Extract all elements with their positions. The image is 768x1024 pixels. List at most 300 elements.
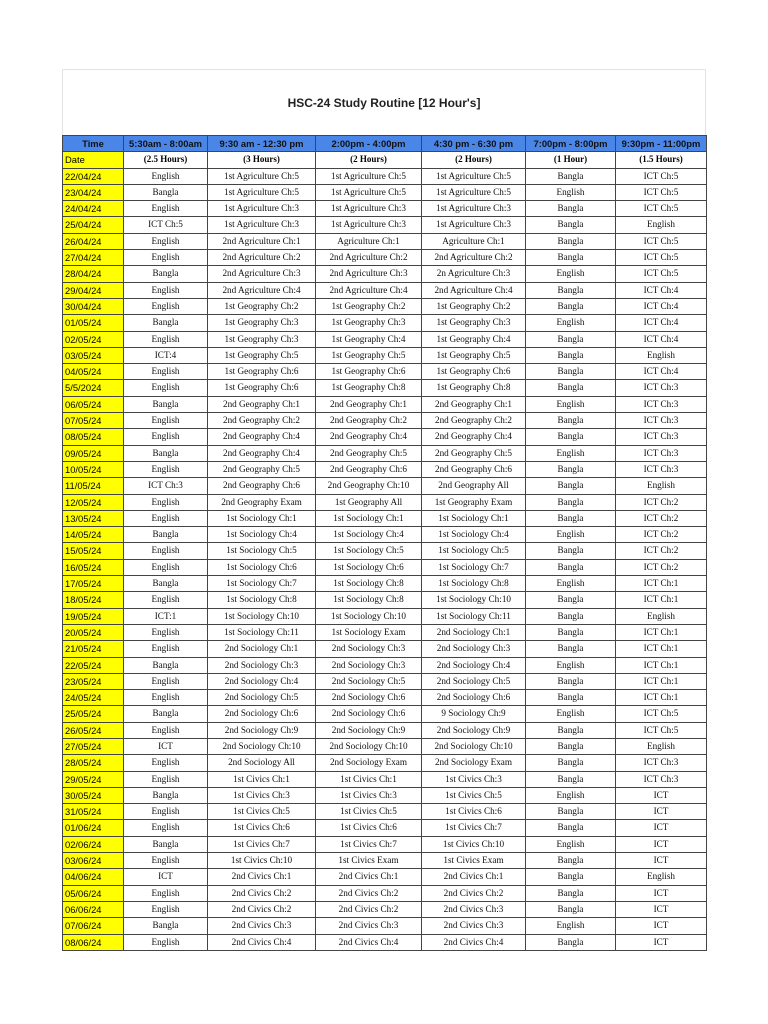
schedule-cell: Bangla bbox=[526, 738, 616, 754]
schedule-cell: English bbox=[616, 608, 707, 624]
table-row bbox=[63, 168, 707, 184]
table-row bbox=[63, 250, 707, 266]
schedule-cell: ICT bbox=[616, 901, 707, 917]
table-row bbox=[63, 494, 707, 510]
schedule-cell: ICT Ch:5 bbox=[616, 250, 707, 266]
table-row bbox=[63, 282, 707, 298]
table-row bbox=[63, 478, 707, 494]
schedule-cell: 2nd Sociology Ch:10 bbox=[208, 738, 316, 754]
schedule-cell: English bbox=[124, 461, 208, 477]
schedule-cell: ICT Ch:1 bbox=[616, 624, 707, 640]
schedule-cell: English bbox=[124, 380, 208, 396]
schedule-cell: Bangla bbox=[526, 722, 616, 738]
schedule-cell: 1st Civics Ch:3 bbox=[422, 771, 526, 787]
schedule-cell: ICT Ch:1 bbox=[616, 576, 707, 592]
date-cell: 01/05/24 bbox=[63, 315, 124, 331]
schedule-cell: Bangla bbox=[526, 869, 616, 885]
table-row bbox=[63, 184, 707, 200]
table-row bbox=[63, 918, 707, 934]
schedule-cell: 1st Civics Ch:6 bbox=[422, 804, 526, 820]
schedule-cell: 2nd Agriculture Ch:3 bbox=[316, 266, 422, 282]
schedule-cell: 1st Geography Ch:8 bbox=[316, 380, 422, 396]
schedule-cell: 2nd Geography Ch:4 bbox=[316, 429, 422, 445]
schedule-cell: ICT Ch:5 bbox=[616, 233, 707, 249]
date-cell: 12/05/24 bbox=[63, 494, 124, 510]
schedule-cell: Bangla bbox=[526, 250, 616, 266]
schedule-cell: ICT Ch:5 bbox=[616, 168, 707, 184]
schedule-cell: 2nd Sociology Ch:5 bbox=[208, 690, 316, 706]
schedule-cell: English bbox=[526, 315, 616, 331]
schedule-cell: 2nd Civics Ch:3 bbox=[422, 918, 526, 934]
schedule-cell: ICT Ch:4 bbox=[616, 282, 707, 298]
schedule-cell: Bangla bbox=[124, 918, 208, 934]
schedule-cell: ICT Ch:3 bbox=[616, 396, 707, 412]
schedule-cell: 2nd Sociology Ch:10 bbox=[316, 738, 422, 754]
schedule-cell: 1st Geography Ch:6 bbox=[422, 364, 526, 380]
schedule-cell: 2nd Geography Ch:5 bbox=[422, 445, 526, 461]
schedule-cell: ICT Ch:3 bbox=[616, 429, 707, 445]
schedule-cell: 1st Sociology Ch:5 bbox=[422, 543, 526, 559]
schedule-cell: ICT bbox=[616, 934, 707, 950]
schedule-cell: ICT bbox=[124, 738, 208, 754]
subheader-cell: (1 Hour) bbox=[526, 152, 616, 168]
header-cell: 9:30pm - 11:00pm bbox=[616, 136, 707, 152]
schedule-cell: 1st Sociology Ch:1 bbox=[208, 510, 316, 526]
schedule-cell: 1st Agriculture Ch:3 bbox=[422, 201, 526, 217]
schedule-cell: 1st Civics Ch:10 bbox=[422, 836, 526, 852]
schedule-cell: 2nd Geography Ch:6 bbox=[422, 461, 526, 477]
schedule-cell: Bangla bbox=[124, 315, 208, 331]
schedule-cell: 2nd Sociology Ch:10 bbox=[422, 738, 526, 754]
schedule-cell: English bbox=[124, 233, 208, 249]
schedule-cell: 1st Civics Ch:5 bbox=[316, 804, 422, 820]
schedule-cell: English bbox=[124, 331, 208, 347]
schedule-cell: 1st Geography Ch:2 bbox=[316, 298, 422, 314]
schedule-cell: 1st Civics Ch:7 bbox=[316, 836, 422, 852]
schedule-cell: 1st Civics Ch:6 bbox=[208, 820, 316, 836]
schedule-cell: Bangla bbox=[526, 380, 616, 396]
schedule-cell: 2nd Sociology Ch:9 bbox=[208, 722, 316, 738]
schedule-cell: 1st Geography Ch:6 bbox=[208, 364, 316, 380]
date-cell: 25/05/24 bbox=[63, 706, 124, 722]
schedule-cell: 1st Civics Ch:5 bbox=[422, 787, 526, 803]
schedule-cell: Bangla bbox=[526, 853, 616, 869]
schedule-cell: ICT:1 bbox=[124, 608, 208, 624]
schedule-cell: ICT bbox=[124, 869, 208, 885]
schedule-cell: English bbox=[526, 184, 616, 200]
table-row bbox=[63, 543, 707, 559]
schedule-cell: English bbox=[124, 804, 208, 820]
schedule-cell: 1st Sociology Ch:4 bbox=[208, 527, 316, 543]
table-row bbox=[63, 559, 707, 575]
schedule-cell: English bbox=[124, 755, 208, 771]
table-row bbox=[63, 738, 707, 754]
schedule-cell: 1st Civics Ch:3 bbox=[316, 787, 422, 803]
schedule-cell: 2nd Sociology Ch:5 bbox=[316, 673, 422, 689]
schedule-cell: English bbox=[124, 543, 208, 559]
table-row bbox=[63, 380, 707, 396]
schedule-cell: 1st Civics Ch:1 bbox=[208, 771, 316, 787]
date-cell: 11/05/24 bbox=[63, 478, 124, 494]
schedule-cell: 1st Geography Ch:3 bbox=[316, 315, 422, 331]
schedule-cell: 1st Geography Ch:2 bbox=[208, 298, 316, 314]
schedule-cell: 2nd Geography Ch:5 bbox=[208, 461, 316, 477]
schedule-cell: Bangla bbox=[124, 396, 208, 412]
schedule-cell: 1st Civics Ch:7 bbox=[208, 836, 316, 852]
schedule-cell: ICT Ch:2 bbox=[616, 559, 707, 575]
schedule-cell: English bbox=[124, 722, 208, 738]
schedule-cell: ICT Ch:3 bbox=[616, 413, 707, 429]
schedule-cell: ICT Ch:3 bbox=[616, 771, 707, 787]
schedule-cell: 1st Sociology Ch:6 bbox=[316, 559, 422, 575]
schedule-cell: 2nd Civics Ch:2 bbox=[316, 901, 422, 917]
schedule-cell: 2nd Geography Ch:1 bbox=[422, 396, 526, 412]
header-row bbox=[63, 136, 707, 152]
schedule-cell: English bbox=[124, 494, 208, 510]
schedule-cell: Bangla bbox=[526, 885, 616, 901]
schedule-cell: English bbox=[124, 429, 208, 445]
schedule-cell: English bbox=[526, 836, 616, 852]
schedule-cell: Bangla bbox=[526, 673, 616, 689]
table-row bbox=[63, 755, 707, 771]
schedule-cell: 2nd Agriculture Ch:4 bbox=[422, 282, 526, 298]
schedule-cell: 1st Agriculture Ch:3 bbox=[316, 201, 422, 217]
subheader-cell: (2 Hours) bbox=[422, 152, 526, 168]
schedule-cell: 2nd Sociology Ch:4 bbox=[208, 673, 316, 689]
schedule-cell: 2nd Geography Ch:4 bbox=[422, 429, 526, 445]
date-cell: 24/05/24 bbox=[63, 690, 124, 706]
schedule-cell: 2nd Civics Ch:4 bbox=[208, 934, 316, 950]
schedule-cell: 2nd Sociology Ch:9 bbox=[422, 722, 526, 738]
subheader-cell: (1.5 Hours) bbox=[616, 152, 707, 168]
schedule-cell: ICT Ch:2 bbox=[616, 494, 707, 510]
schedule-cell: 1st Geography Ch:6 bbox=[208, 380, 316, 396]
table-row bbox=[63, 217, 707, 233]
schedule-cell: 2nd Agriculture Ch:4 bbox=[208, 282, 316, 298]
table-row bbox=[63, 657, 707, 673]
date-cell: 22/05/24 bbox=[63, 657, 124, 673]
schedule-cell: English bbox=[526, 266, 616, 282]
table-row bbox=[63, 331, 707, 347]
schedule-cell: Bangla bbox=[526, 331, 616, 347]
schedule-cell: 1st Civics Ch:7 bbox=[422, 820, 526, 836]
schedule-cell: 1st Sociology Ch:10 bbox=[422, 592, 526, 608]
schedule-cell: Bangla bbox=[124, 576, 208, 592]
date-cell: 23/04/24 bbox=[63, 184, 124, 200]
date-cell: 17/05/24 bbox=[63, 576, 124, 592]
schedule-cell: English bbox=[526, 657, 616, 673]
schedule-cell: 2nd Sociology Exam bbox=[316, 755, 422, 771]
table-row bbox=[63, 445, 707, 461]
date-cell: 16/05/24 bbox=[63, 559, 124, 575]
title-area bbox=[62, 69, 706, 135]
schedule-cell: Bangla bbox=[526, 771, 616, 787]
schedule-cell: English bbox=[124, 624, 208, 640]
schedule-cell: ICT Ch:2 bbox=[616, 510, 707, 526]
schedule-cell: 2nd Geography Ch:2 bbox=[422, 413, 526, 429]
schedule-cell: 1st Civics Ch:6 bbox=[316, 820, 422, 836]
schedule-cell: 1st Sociology Ch:4 bbox=[316, 527, 422, 543]
schedule-cell: 2nd Geography All bbox=[422, 478, 526, 494]
schedule-cell: ICT Ch:4 bbox=[616, 364, 707, 380]
table-row bbox=[63, 527, 707, 543]
schedule-cell: 2nd Civics Ch:4 bbox=[316, 934, 422, 950]
schedule-cell: ICT Ch:2 bbox=[616, 527, 707, 543]
schedule-cell: 1st Agriculture Ch:3 bbox=[208, 201, 316, 217]
schedule-cell: English bbox=[124, 853, 208, 869]
schedule-cell: 1st Civics Ch:10 bbox=[208, 853, 316, 869]
date-cell: 28/04/24 bbox=[63, 266, 124, 282]
schedule-cell: 1st Sociology Ch:7 bbox=[208, 576, 316, 592]
schedule-cell: ICT Ch:4 bbox=[616, 331, 707, 347]
schedule-cell: English bbox=[526, 706, 616, 722]
schedule-cell: 2nd Geography Ch:4 bbox=[208, 429, 316, 445]
table-row bbox=[63, 853, 707, 869]
date-cell: 02/06/24 bbox=[63, 836, 124, 852]
schedule-cell: 1st Agriculture Ch:5 bbox=[208, 184, 316, 200]
schedule-cell: 2nd Geography Ch:2 bbox=[316, 413, 422, 429]
table-row bbox=[63, 836, 707, 852]
date-cell: 03/05/24 bbox=[63, 347, 124, 363]
date-cell: 30/04/24 bbox=[63, 298, 124, 314]
subheader-cell: (3 Hours) bbox=[208, 152, 316, 168]
schedule-cell: ICT Ch:3 bbox=[616, 380, 707, 396]
schedule-cell: 2nd Geography Ch:1 bbox=[316, 396, 422, 412]
schedule-cell: 2nd Civics Ch:2 bbox=[208, 901, 316, 917]
schedule-cell: Bangla bbox=[526, 494, 616, 510]
schedule-cell: 2nd Agriculture Ch:4 bbox=[316, 282, 422, 298]
schedule-cell: Bangla bbox=[526, 592, 616, 608]
schedule-cell: 2nd Sociology Ch:9 bbox=[316, 722, 422, 738]
table-row bbox=[63, 576, 707, 592]
schedule-cell: 2nd Sociology Ch:3 bbox=[422, 641, 526, 657]
schedule-cell: Bangla bbox=[124, 787, 208, 803]
schedule-cell: Bangla bbox=[526, 217, 616, 233]
schedule-cell: 2nd Sociology Ch:1 bbox=[422, 624, 526, 640]
date-cell: 15/05/24 bbox=[63, 543, 124, 559]
schedule-cell: English bbox=[124, 934, 208, 950]
table-row bbox=[63, 608, 707, 624]
table-row bbox=[63, 510, 707, 526]
schedule-cell: 1st Sociology Ch:10 bbox=[316, 608, 422, 624]
date-cell: 06/06/24 bbox=[63, 901, 124, 917]
date-cell: 25/04/24 bbox=[63, 217, 124, 233]
schedule-cell: 1st Sociology Ch:5 bbox=[208, 543, 316, 559]
date-cell: 02/05/24 bbox=[63, 331, 124, 347]
schedule-cell: 2nd Agriculture Ch:2 bbox=[208, 250, 316, 266]
schedule-cell: English bbox=[124, 298, 208, 314]
date-cell: 5/5/2024 bbox=[63, 380, 124, 396]
schedule-cell: Agriculture Ch:1 bbox=[316, 233, 422, 249]
schedule-cell: English bbox=[124, 413, 208, 429]
schedule-cell: English bbox=[526, 787, 616, 803]
schedule-cell: 1st Sociology Ch:1 bbox=[422, 510, 526, 526]
schedule-cell: 2nd Agriculture Ch:1 bbox=[208, 233, 316, 249]
schedule-cell: ICT Ch:5 bbox=[124, 217, 208, 233]
schedule-cell: 1st Sociology Ch:8 bbox=[316, 576, 422, 592]
schedule-cell: 1st Civics Ch:3 bbox=[208, 787, 316, 803]
schedule-cell: ICT Ch:1 bbox=[616, 641, 707, 657]
schedule-cell: Bangla bbox=[526, 413, 616, 429]
schedule-cell: 1st Geography Ch:5 bbox=[208, 347, 316, 363]
schedule-cell: 1st Geography Ch:3 bbox=[208, 331, 316, 347]
schedule-cell: ICT Ch:5 bbox=[616, 706, 707, 722]
date-cell: 21/05/24 bbox=[63, 641, 124, 657]
schedule-cell: English bbox=[124, 690, 208, 706]
schedule-cell: 1st Agriculture Ch:3 bbox=[208, 217, 316, 233]
schedule-cell: Bangla bbox=[526, 510, 616, 526]
table-row bbox=[63, 396, 707, 412]
header-cell: 4:30 pm - 6:30 pm bbox=[422, 136, 526, 152]
schedule-cell: ICT Ch:1 bbox=[616, 690, 707, 706]
schedule-cell: 2nd Civics Ch:1 bbox=[422, 869, 526, 885]
schedule-cell: ICT Ch:5 bbox=[616, 722, 707, 738]
table-row bbox=[63, 706, 707, 722]
schedule-cell: Bangla bbox=[526, 168, 616, 184]
schedule-cell: English bbox=[526, 445, 616, 461]
schedule-cell: 2nd Civics Ch:1 bbox=[316, 869, 422, 885]
date-cell: 07/05/24 bbox=[63, 413, 124, 429]
table-row bbox=[63, 722, 707, 738]
schedule-cell: 1st Geography Ch:8 bbox=[422, 380, 526, 396]
date-cell: 08/05/24 bbox=[63, 429, 124, 445]
date-cell: 28/05/24 bbox=[63, 755, 124, 771]
table-row bbox=[63, 461, 707, 477]
table-row bbox=[63, 413, 707, 429]
schedule-cell: 1st Geography Ch:4 bbox=[316, 331, 422, 347]
schedule-cell: ICT Ch:4 bbox=[616, 315, 707, 331]
table-row bbox=[63, 624, 707, 640]
subheader-cell: Date bbox=[63, 152, 124, 168]
schedule-cell: 1st Sociology Ch:1 bbox=[316, 510, 422, 526]
schedule-cell: 2nd Civics Ch:3 bbox=[422, 901, 526, 917]
schedule-cell: ICT bbox=[616, 918, 707, 934]
date-cell: 13/05/24 bbox=[63, 510, 124, 526]
schedule-cell: 1st Agriculture Ch:5 bbox=[208, 168, 316, 184]
date-cell: 08/06/24 bbox=[63, 934, 124, 950]
date-cell: 06/05/24 bbox=[63, 396, 124, 412]
schedule-cell: Bangla bbox=[526, 641, 616, 657]
schedule-cell: 1st Agriculture Ch:3 bbox=[422, 217, 526, 233]
schedule-cell: English bbox=[124, 201, 208, 217]
date-cell: 26/04/24 bbox=[63, 233, 124, 249]
routine-sheet bbox=[62, 69, 706, 951]
table-body bbox=[63, 168, 707, 950]
date-cell: 27/05/24 bbox=[63, 738, 124, 754]
schedule-cell: 2nd Sociology Ch:3 bbox=[316, 657, 422, 673]
schedule-cell: Bangla bbox=[526, 804, 616, 820]
schedule-cell: English bbox=[124, 282, 208, 298]
date-cell: 09/05/24 bbox=[63, 445, 124, 461]
schedule-cell: 2nd Geography Ch:6 bbox=[316, 461, 422, 477]
schedule-cell: English bbox=[526, 576, 616, 592]
header-cell: 2:00pm - 4:00pm bbox=[316, 136, 422, 152]
schedule-cell: 1st Sociology Ch:4 bbox=[422, 527, 526, 543]
schedule-cell: Bangla bbox=[124, 836, 208, 852]
page-title: HSC-24 Study Routine [12 Hour's] bbox=[287, 95, 481, 110]
schedule-cell: ICT Ch:3 bbox=[124, 478, 208, 494]
schedule-cell: ICT Ch:5 bbox=[616, 266, 707, 282]
schedule-cell: 1st Sociology Ch:11 bbox=[422, 608, 526, 624]
schedule-cell: 1st Geography Ch:3 bbox=[208, 315, 316, 331]
schedule-cell: Bangla bbox=[526, 364, 616, 380]
table-row bbox=[63, 771, 707, 787]
schedule-cell: 2nd Geography Ch:5 bbox=[316, 445, 422, 461]
schedule-cell: Bangla bbox=[526, 624, 616, 640]
table-row bbox=[63, 787, 707, 803]
schedule-cell: 2nd Sociology All bbox=[208, 755, 316, 771]
schedule-cell: 1st Sociology Exam bbox=[316, 624, 422, 640]
schedule-cell: Bangla bbox=[526, 478, 616, 494]
schedule-cell: ICT bbox=[616, 820, 707, 836]
date-cell: 03/06/24 bbox=[63, 853, 124, 869]
schedule-cell: 1st Agriculture Ch:5 bbox=[422, 184, 526, 200]
schedule-cell: 2nd Sociology Ch:6 bbox=[208, 706, 316, 722]
table-row bbox=[63, 869, 707, 885]
schedule-cell: 1st Sociology Ch:10 bbox=[208, 608, 316, 624]
schedule-cell: 2nd Civics Ch:4 bbox=[422, 934, 526, 950]
schedule-cell: 2nd Civics Ch:2 bbox=[208, 885, 316, 901]
table-row bbox=[63, 315, 707, 331]
schedule-cell: 2nd Civics Ch:3 bbox=[208, 918, 316, 934]
schedule-cell: English bbox=[526, 396, 616, 412]
table-row bbox=[63, 934, 707, 950]
schedule-cell: 1st Geography All bbox=[316, 494, 422, 510]
schedule-cell: Bangla bbox=[526, 298, 616, 314]
table-row bbox=[63, 592, 707, 608]
schedule-cell: ICT Ch:1 bbox=[616, 592, 707, 608]
table-row bbox=[63, 429, 707, 445]
schedule-cell: English bbox=[124, 641, 208, 657]
date-cell: 01/06/24 bbox=[63, 820, 124, 836]
schedule-cell: 2nd Geography Ch:6 bbox=[208, 478, 316, 494]
table-row bbox=[63, 804, 707, 820]
schedule-cell: English bbox=[616, 738, 707, 754]
date-cell: 26/05/24 bbox=[63, 722, 124, 738]
schedule-cell: 2nd Geography Ch:10 bbox=[316, 478, 422, 494]
schedule-cell: 1st Civics Ch:5 bbox=[208, 804, 316, 820]
schedule-cell: English bbox=[124, 510, 208, 526]
date-cell: 04/06/24 bbox=[63, 869, 124, 885]
table-row bbox=[63, 641, 707, 657]
date-cell: 29/04/24 bbox=[63, 282, 124, 298]
table-row bbox=[63, 233, 707, 249]
schedule-cell: ICT Ch:4 bbox=[616, 298, 707, 314]
date-cell: 31/05/24 bbox=[63, 804, 124, 820]
schedule-cell: 1st Geography Ch:5 bbox=[422, 347, 526, 363]
schedule-cell: ICT bbox=[616, 787, 707, 803]
schedule-cell: 1st Civics Ch:1 bbox=[316, 771, 422, 787]
schedule-cell: 2nd Civics Ch:2 bbox=[422, 885, 526, 901]
table-row bbox=[63, 673, 707, 689]
date-cell: 19/05/24 bbox=[63, 608, 124, 624]
header-cell: Time bbox=[63, 136, 124, 152]
schedule-cell: 2nd Sociology Ch:1 bbox=[208, 641, 316, 657]
date-cell: 05/06/24 bbox=[63, 885, 124, 901]
date-cell: 14/05/24 bbox=[63, 527, 124, 543]
schedule-cell: 1st Geography Ch:6 bbox=[316, 364, 422, 380]
table-row bbox=[63, 347, 707, 363]
schedule-cell: 2nd Geography Ch:2 bbox=[208, 413, 316, 429]
schedule-cell: Bangla bbox=[526, 559, 616, 575]
schedule-cell: 1st Geography Ch:5 bbox=[316, 347, 422, 363]
date-cell: 29/05/24 bbox=[63, 771, 124, 787]
schedule-cell: 1st Geography Ch:2 bbox=[422, 298, 526, 314]
schedule-cell: 2nd Sociology Ch:3 bbox=[316, 641, 422, 657]
schedule-cell: 2nd Agriculture Ch:2 bbox=[316, 250, 422, 266]
schedule-cell: Bangla bbox=[124, 657, 208, 673]
schedule-cell: 1st Civics Exam bbox=[316, 853, 422, 869]
